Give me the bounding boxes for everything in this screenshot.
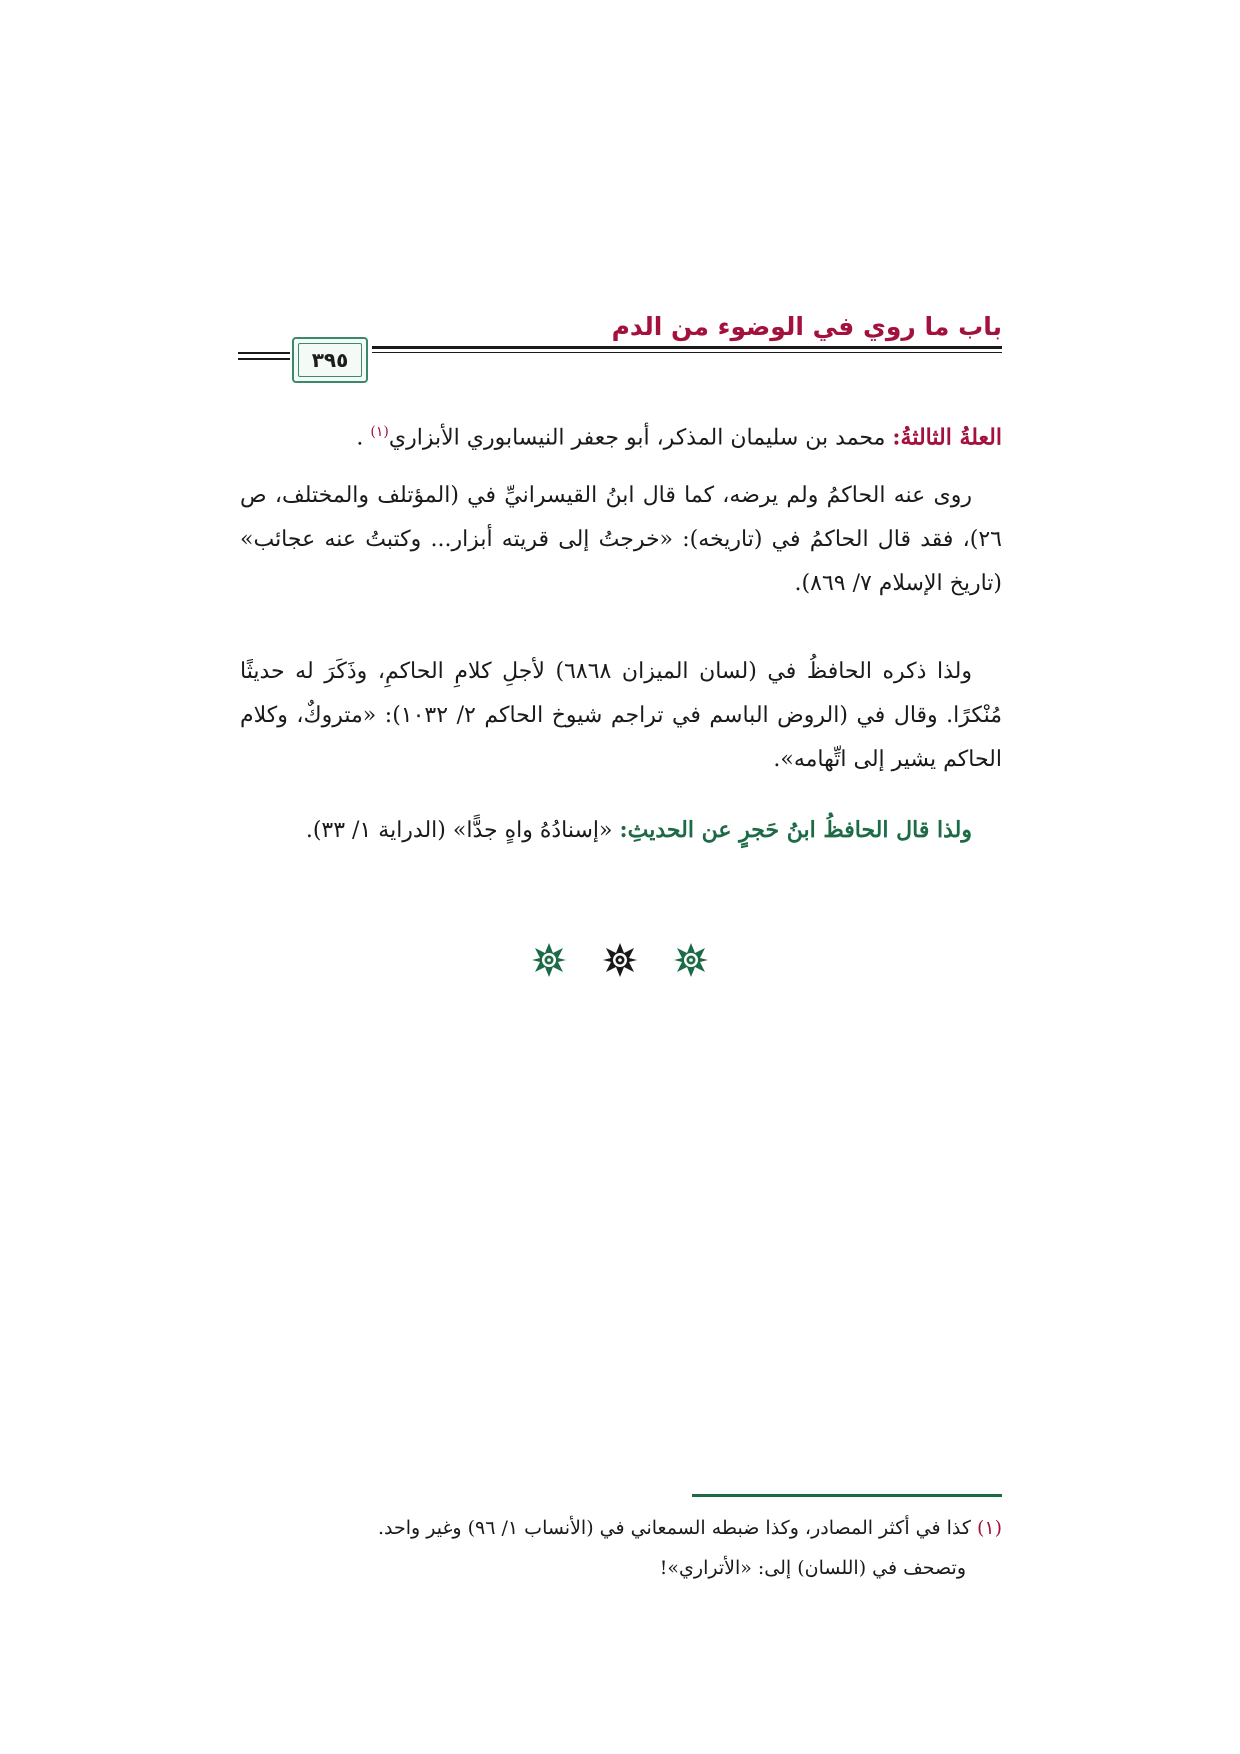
paragraph-hakim-narration	[240, 474, 1002, 606]
header-rule-right-bottom	[372, 352, 1002, 353]
footnote-reference[interactable]: (١)	[370, 424, 389, 440]
paragraph-ibn-hajar	[240, 808, 1002, 853]
paragraph-text: روى عنه الحاكمُ ولم يرضه، كما قال ابنُ القيسرانيِّ في (المؤتلف والمختلف، ص ٢٦)، فقد قال الحاكمُ في (تاريخه): «خرجتُ إلى قريته أبزار... وكتبتُ عنه عجائب» (تاريخ الإسلام ٧/ ٨٦٩).	[240, 483, 1002, 596]
footnote-divider	[692, 1494, 1002, 1497]
period: .	[356, 425, 371, 451]
paragraph-text: «إسنادُهُ واهٍ جدًّا» (الدراية ١/ ٣٣).	[305, 818, 620, 843]
header-rule-right-top	[372, 346, 1002, 349]
defect-label: العلةُ الثالثةُ:	[892, 424, 1002, 451]
footnote-number: (١)	[976, 1517, 1002, 1539]
flower-ornament-icon	[601, 941, 639, 979]
footnote	[240, 1508, 1002, 1588]
paragraph-lisan-mizan	[240, 650, 1002, 782]
flower-ornament-icon	[530, 941, 568, 979]
header-rule-left-bottom	[238, 358, 290, 360]
page-number-badge	[292, 337, 368, 383]
section-ornament	[530, 935, 710, 985]
footnote-line-2: وتصحف في (اللسان) إلى: «الأتراري»!	[659, 1557, 966, 1579]
chapter-title: باب ما روي في الوضوء من الدم	[611, 312, 1002, 341]
header-rule-left-top	[238, 352, 290, 354]
footnote-line-1: كذا في أكثر المصادر، وكذا ضبطه السمعاني في (الأنساب ١/ ٩٦) وغير واحد.	[378, 1517, 977, 1539]
ibn-hajar-label: ولذا قال الحافظُ ابنُ حَجرٍ عن الحديثِ:	[619, 817, 972, 843]
narrator-text: محمد بن سليمان المذكر، أبو جعفر النيسابوري الأبزاري	[388, 425, 893, 451]
flower-ornament-icon	[672, 941, 710, 979]
paragraph-text: ولذا ذكره الحافظُ في (لسان الميزان ٦٨٦٨) لأجلِ كلامِ الحاكمِ، وذَكَرَ له حديثًا مُنْكرًا. وقال في (الروض الباسم في تراجم شيوخ الحاكم ٢/ ١٠٣٢): «متروكٌ، وكلام الحاكم يشير إلى اتِّهامه».	[240, 659, 1003, 772]
page-number: ٣٩٥	[311, 348, 349, 372]
paragraph-third-defect	[240, 410, 1002, 460]
